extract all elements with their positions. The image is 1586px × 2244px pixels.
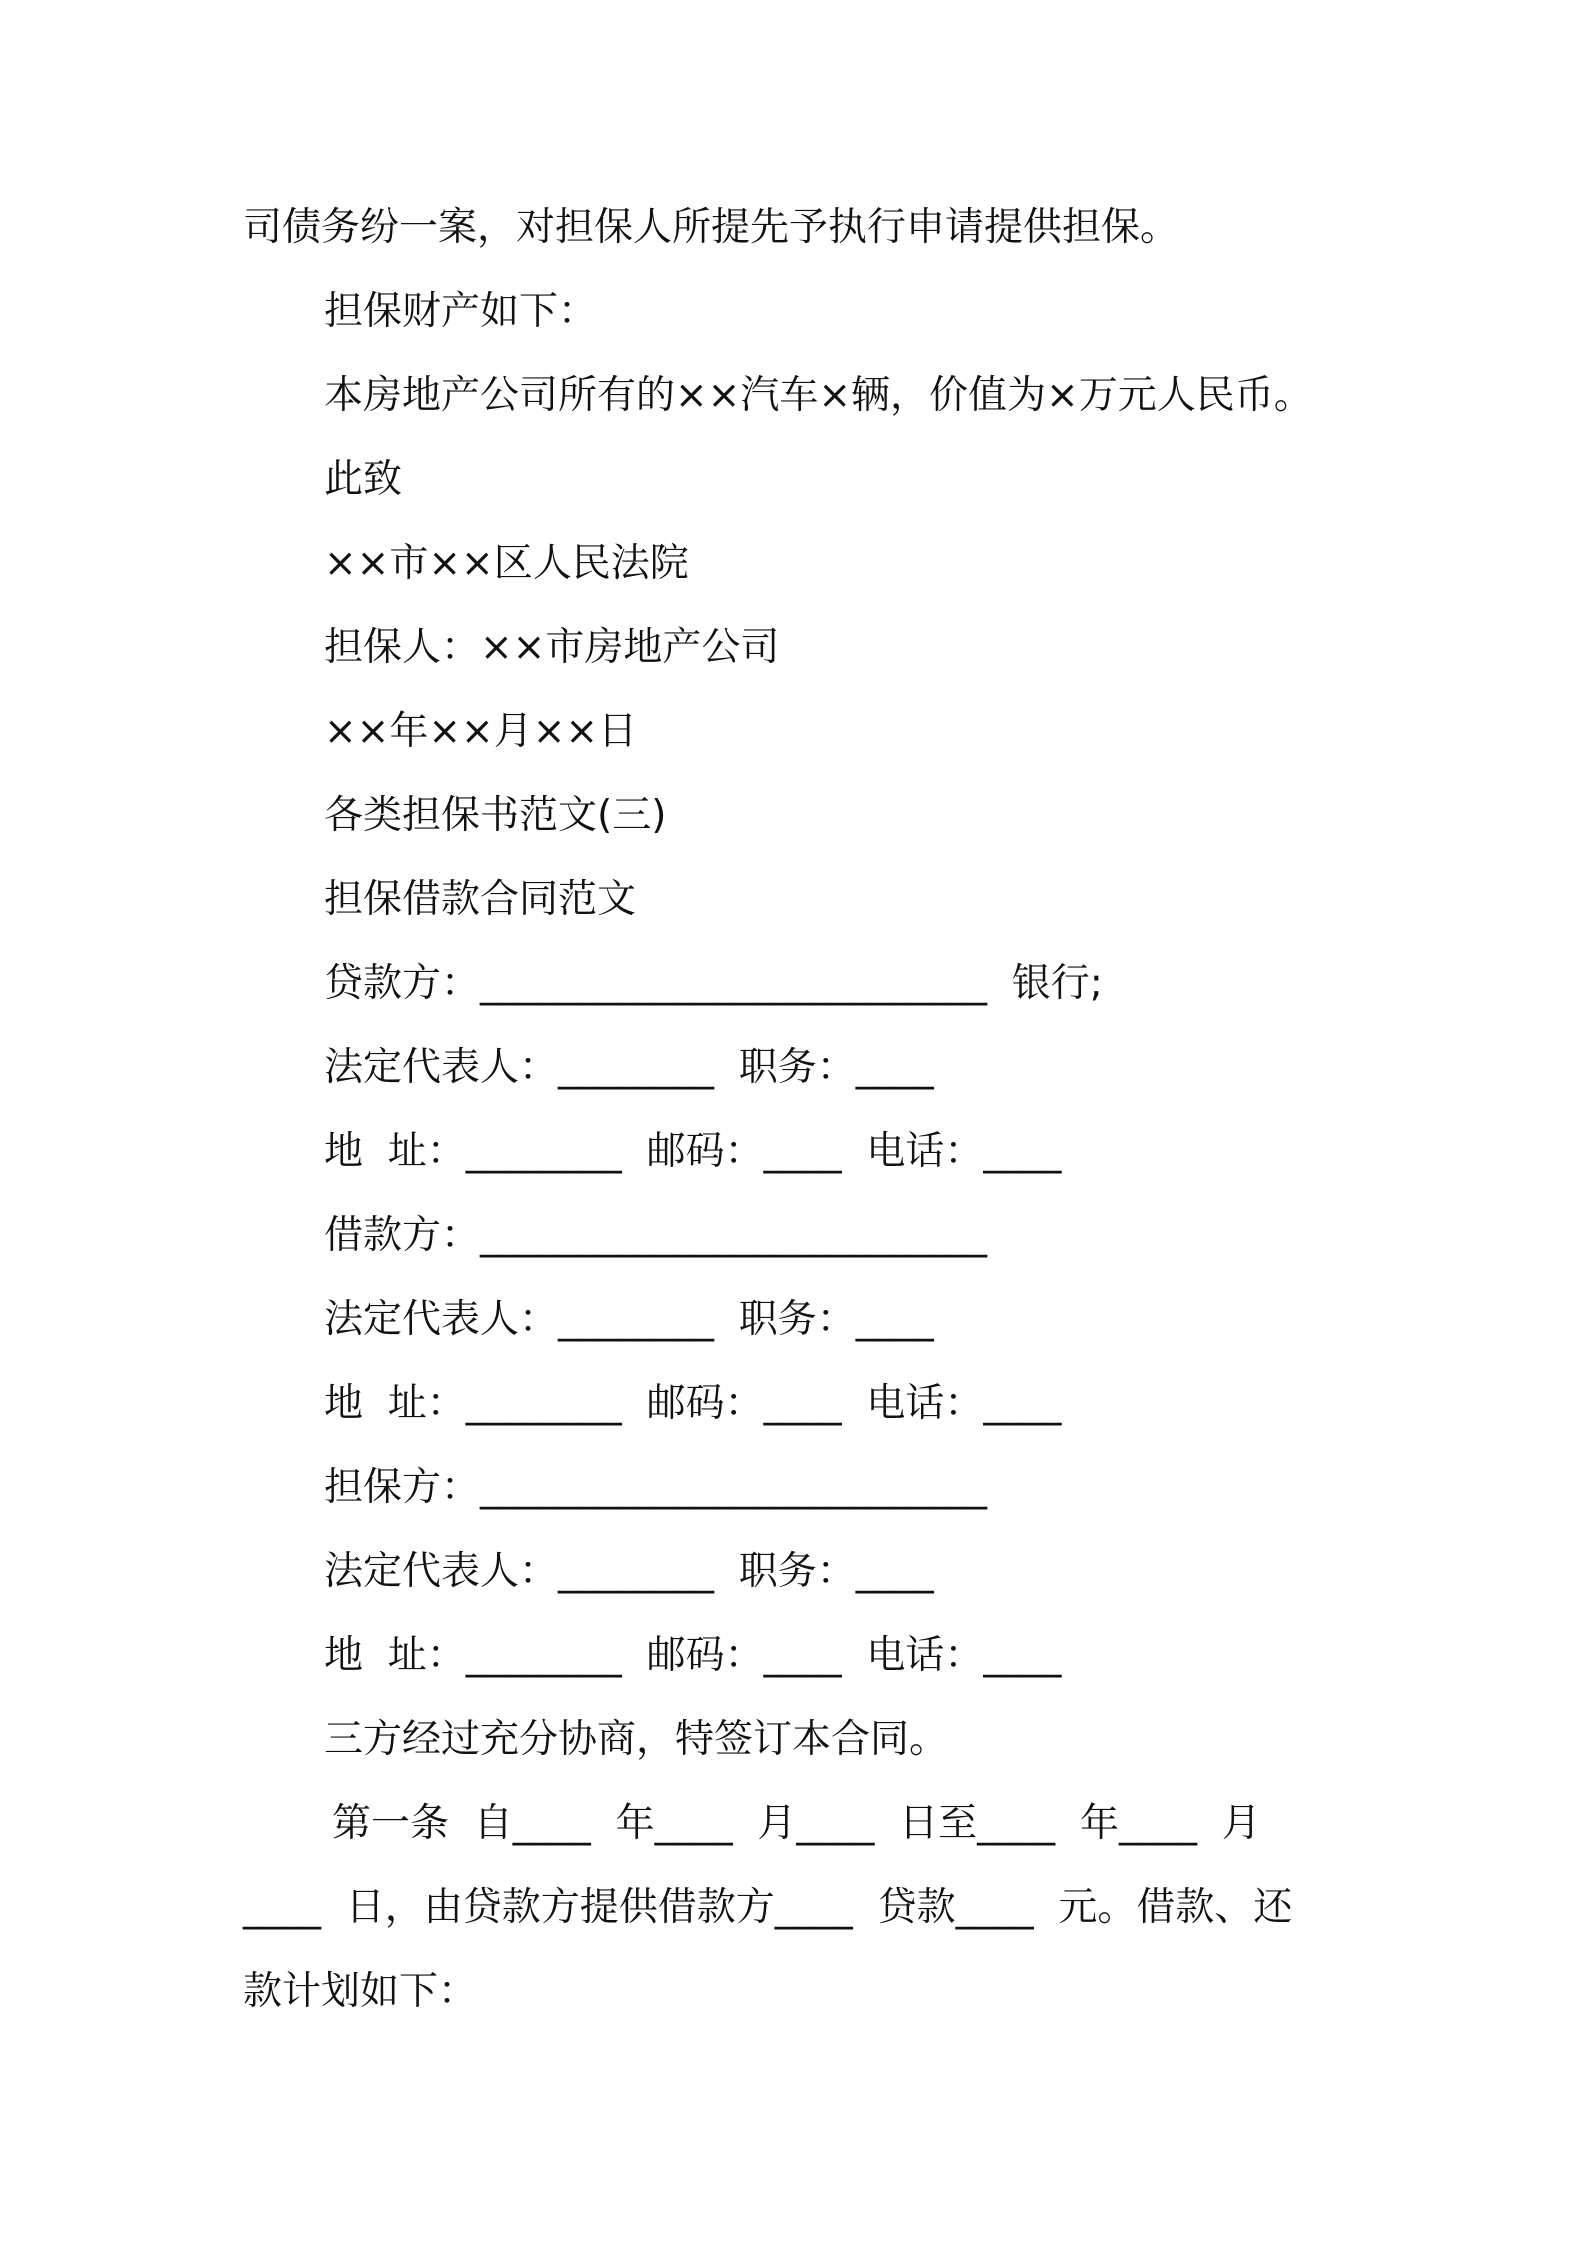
text-line: ××年××月××日	[324, 709, 638, 754]
text-line: 司债务纷一案，对担保人所提先予执行申请提供担保。	[243, 205, 1180, 250]
article-line: 款计划如下：	[243, 1969, 478, 2014]
section-heading: 各类担保书范文(三)	[324, 793, 667, 838]
text-line: 担保财产如下：	[324, 289, 598, 334]
form-line: 借款方：__________________________	[324, 1213, 988, 1258]
article-line: 第一条 自____ 年____ 月____ 日至____ 年____ 月	[332, 1801, 1261, 1846]
form-line: 法定代表人：________ 职务：____	[324, 1549, 934, 1594]
section-heading: 担保借款合同范文	[324, 877, 637, 922]
text-line: 三方经过充分协商，特签订本合同。	[324, 1717, 949, 1762]
text-line: 此致	[324, 457, 403, 502]
article-line: ____ 日，由贷款方提供借款方____ 贷款____ 元。借款、还	[243, 1885, 1293, 1930]
form-line: 贷款方：__________________________ 银行;	[324, 961, 1103, 1006]
form-line: 法定代表人：________ 职务：____	[324, 1297, 934, 1342]
text-line: ××市××区人民法院	[324, 541, 689, 586]
form-line: 担保方：__________________________	[324, 1465, 988, 1510]
form-line: 地 址：________ 邮码：____ 电话：____	[324, 1381, 1062, 1426]
text-line: 担保人：××市房地产公司	[324, 625, 780, 670]
form-line: 地 址：________ 邮码：____ 电话：____	[324, 1129, 1062, 1174]
form-line: 法定代表人：________ 职务：____	[324, 1045, 934, 1090]
form-line: 地 址：________ 邮码：____ 电话：____	[324, 1633, 1062, 1678]
text-line: 本房地产公司所有的××汽车×辆，价值为×万元人民币。	[324, 373, 1313, 418]
